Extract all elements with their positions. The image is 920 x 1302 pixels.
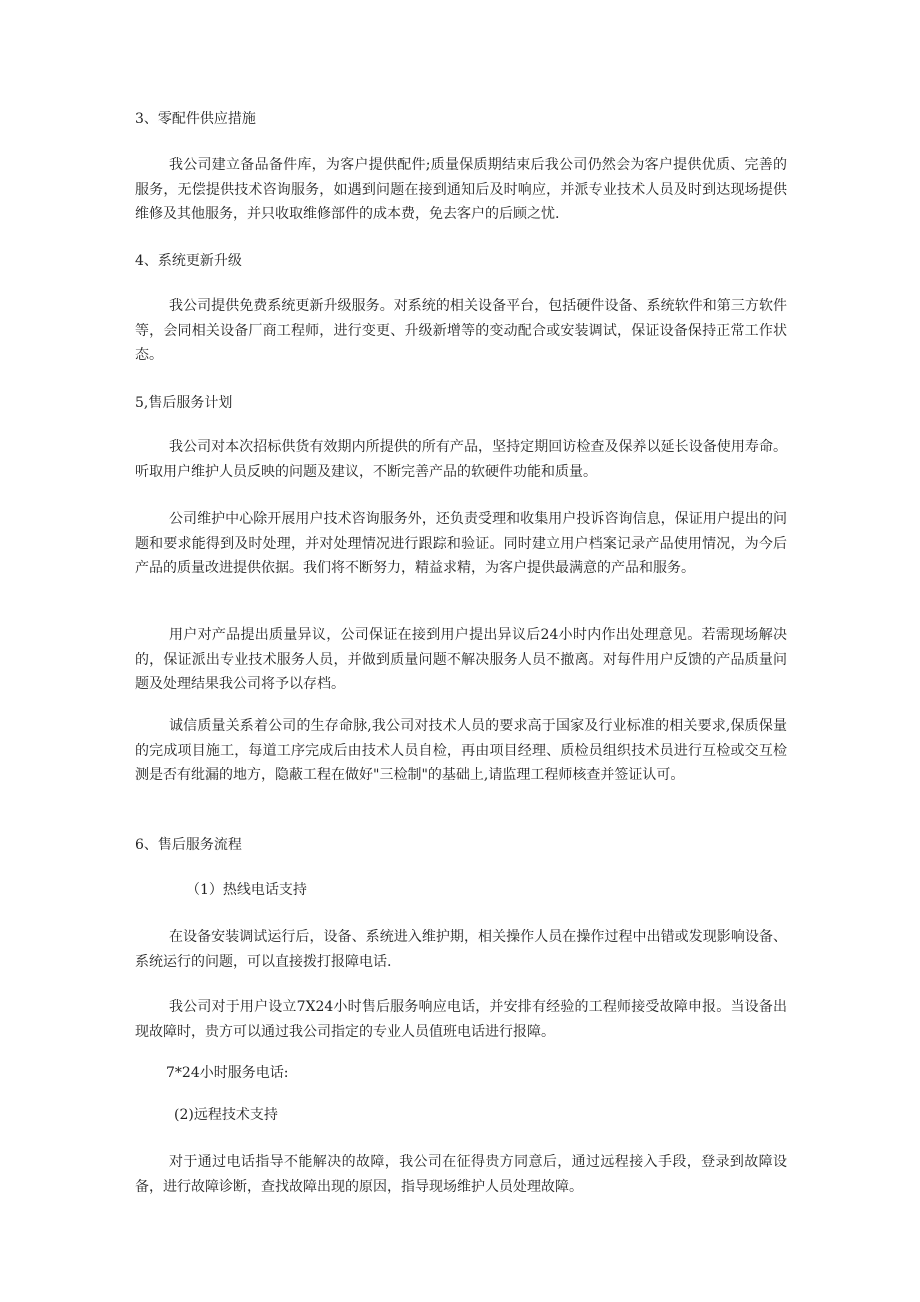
section-5-title: 5,售后服务计划 (135, 395, 233, 411)
section-6-paragraph-1: 在设备安装调试运行后，设备、系统进入维护期，相关操作人员在操作过程中出错或发现影响设备、系统运行的问题，可以直接拨打报障电话. (135, 929, 787, 970)
section-6-hotline: 7*24小时服务电话: (166, 1065, 289, 1081)
section-4-paragraph: 我公司提供免费系统更新升级服务。对系统的相关设备平台，包括硬件设备、系统软件和第三方软件等，会同相关设备厂商工程师，进行变更、升级新增等的变动配合或安装调试，保证设备保持正常工作状态。 (135, 298, 787, 363)
section-5-paragraph-3: 用户对产品提出质量异议，公司保证在接到用户提出异议后24小时内作出处理意见。若需现场解决的，保证派出专业技术服务人员，并做到质量问题不解决服务人员不撤离。对每件用户反馈的产品质量问题及处理结果我公司将予以存档。 (135, 627, 787, 692)
section-6-paragraph-2: 我公司对于用户设立7X24小时售后服务响应电话，并安排有经验的工程师接受故障申报。当设备出现故障时，贵方可以通过我公司指定的专业人员值班电话进行报障。 (135, 999, 787, 1040)
section-5-paragraph-4: 诚信质量关系着公司的生存命脉,我公司对技术人员的要求高于国家及行业标准的相关要求,保质保量的完成项目施工，每道工序完成后由技术人员自检，再由项目经理、质检员组织技术员进行互检或交互检测是否有纰漏的地方，隐蔽工程在做好"三检制"的基础上,请监理工程师核查并签证认可。 (135, 718, 787, 783)
section-6-subheading-2: (2)远程技术支持 (174, 1107, 278, 1123)
section-4-title: 4、系统更新升级 (135, 253, 242, 269)
section-3-title: 3、零配件供应措施 (135, 111, 256, 127)
section-6-subheading-1: （1）热线电话支持 (186, 882, 307, 898)
section-3-paragraph: 我公司建立备品备件库，为客户提供配件;质量保质期结束后我公司仍然会为客户提供优质、完善的服务，无偿提供技术咨询服务，如遇到问题在接到通知后及时响应，并派专业技术人员及时到达现场提供维修及其他服务，并只收取维修部件的成本费，免去客户的后顾之忧. (135, 157, 787, 222)
section-6-title: 6、售后服务流程 (135, 837, 242, 853)
section-5-paragraph-2: 公司维护中心除开展用户技术咨询服务外，还负责受理和收集用户投诉咨询信息，保证用户提出的问题和要求能得到及时处理，并对处理情况进行跟踪和验证。同时建立用户档案记录产品使用情况，为今后产品的质量改进提供依据。我们将不断努力，精益求精，为客户提供最满意的产品和服务。 (135, 511, 787, 576)
section-6-paragraph-3: 对于通过电话指导不能解决的故障，我公司在征得贵方同意后，通过远程接入手段，登录到故障设备，进行故障诊断，查找故障出现的原因，指导现场维护人员处理故障。 (135, 1154, 787, 1195)
section-5-paragraph-1: 我公司对本次招标供货有效期内所提供的所有产品，坚持定期回访检查及保养以延长设备使用寿命。听取用户维护人员反映的问题及建议，不断完善产品的软硬件功能和质量。 (135, 439, 787, 480)
